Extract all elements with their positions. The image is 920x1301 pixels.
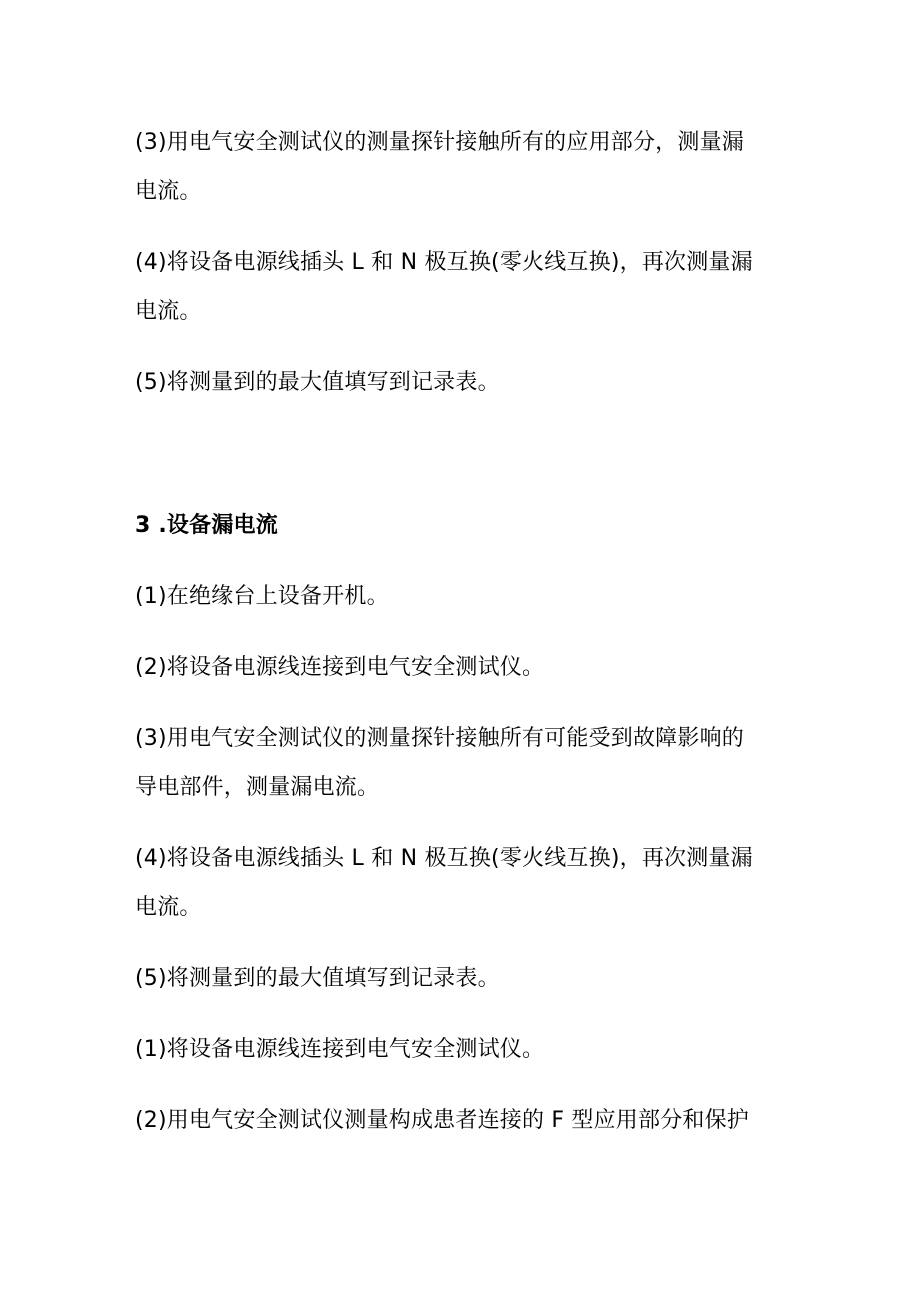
paragraph-1: (1)在绝缘台上设备开机。	[135, 584, 389, 609]
paragraph-3-line-2: 导电部件，测量漏电流。	[135, 775, 380, 800]
paragraph-2: (2)将设备电源线连接到电气安全测试仪。	[135, 655, 545, 680]
paragraph-prev-4-line-2: 电流。	[135, 299, 202, 324]
paragraph-4-line-2: 电流。	[135, 895, 202, 920]
paragraph-q1: (1)将设备电源线连接到电气安全测试仪。	[135, 1037, 545, 1062]
paragraph-3-line-1: (3)用电气安全测试仪的测量探针接触所有可能受到故障影响的	[135, 726, 744, 751]
paragraph-prev-4-line-1: (4)将设备电源线插头 L 和 N 极互换(零火线互换)，再次测量漏	[135, 250, 753, 275]
paragraph-5: (5)将测量到的最大值填写到记录表。	[135, 966, 500, 991]
paragraph-prev-5: (5)将测量到的最大值填写到记录表。	[135, 370, 500, 395]
paragraph-4-line-1: (4)将设备电源线插头 L 和 N 极互换(零火线互换)，再次测量漏	[135, 846, 753, 871]
paragraph-prev-3-line-1: (3)用电气安全测试仪的测量探针接触所有的应用部分，测量漏	[135, 130, 744, 155]
section-heading: 3 .设备漏电流	[135, 513, 278, 538]
paragraph-prev-3-line-2: 电流。	[135, 179, 202, 204]
paragraph-q2: (2)用电气安全测试仪测量构成患者连接的 F 型应用部分和保护	[135, 1108, 750, 1133]
